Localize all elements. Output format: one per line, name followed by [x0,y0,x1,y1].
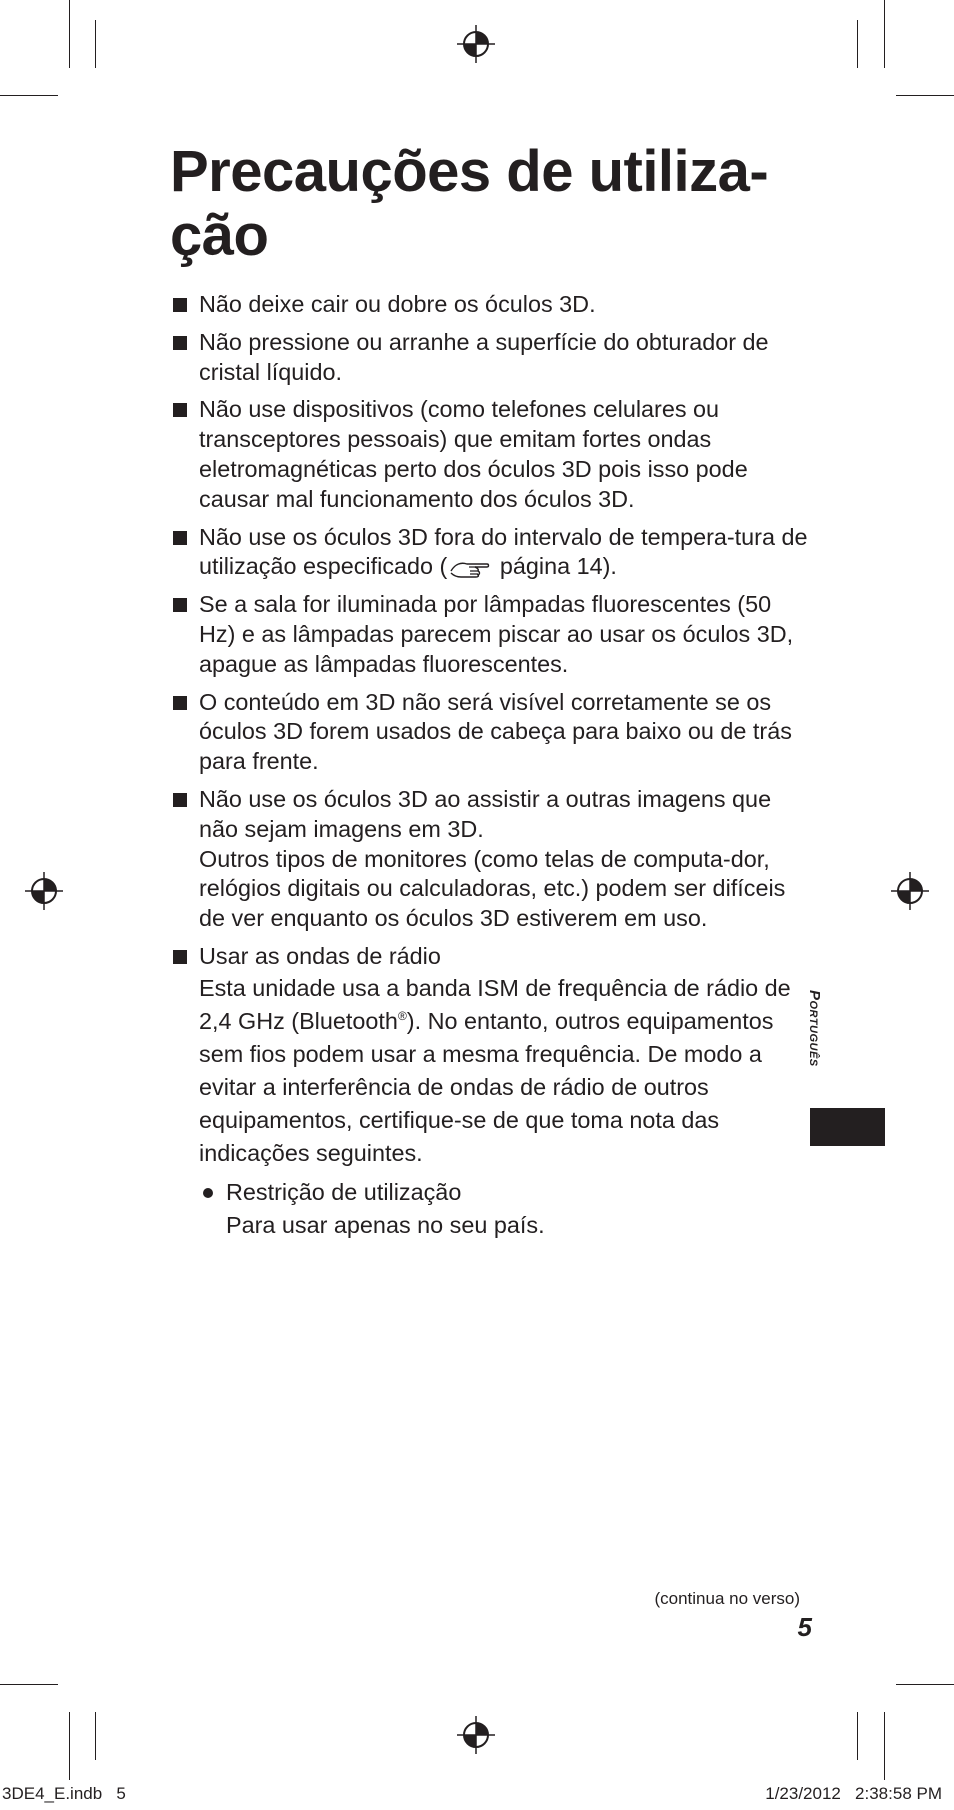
language-side-tab [810,1108,885,1146]
item-body [199,972,810,1170]
crop-mark [884,0,885,68]
list-item [170,785,810,934]
registration-mark-icon [456,1715,496,1755]
item-text: Esta unidade usa a banda ISM de frequência de rádio de 2,4 GHz (Bluetooth [199,974,791,1034]
list-item [170,523,810,583]
list-item [170,942,810,1242]
list-item [170,290,810,320]
item-text: Não pressione ou arranhe a superfície do obturador de cristal líquido. [199,328,769,385]
slug-timestamp: 1/23/2012 2:38:58 PM [765,1784,942,1803]
item-text: ). No entanto, outros equipamentos sem fios podem usar a mesma frequência. De modo a evitar a interferência de ondas de rádio de outros equipamentos, certifique-se de que toma nota das indicações seguintes. [199,1007,774,1166]
crop-mark [857,1712,858,1760]
item-text: página 14). [493,553,617,580]
continued-note: (continua no verso) [654,1589,800,1608]
item-text: Não use dispositivos (como telefones celulares ou transceptores pessoais) que emitam fortes ondas eletromagnéticas perto dos óculos 3D pois isso pode causar mal funcionamento dos óculos 3D. [199,396,748,512]
item-heading: Usar as ondas de rádio [199,942,441,969]
list-item [170,688,810,777]
sub-list-item [199,1176,810,1242]
page-title-text: Precauções de utiliza- ção [170,139,769,268]
subitem-text: Para usar apenas no seu país. [226,1211,545,1238]
crop-mark [95,1712,96,1760]
list-item [170,328,810,388]
item-text: O conteúdo em 3D não será visível corretamente se os óculos 3D forem usados de cabeça para baixo ou de trás para frente. [199,688,792,775]
crop-mark [857,20,858,68]
registered-mark: ® [397,1008,407,1023]
list-item [170,590,810,679]
crop-mark [95,20,96,68]
crop-mark [69,0,70,68]
crop-mark [896,1684,954,1685]
crop-mark [0,95,58,96]
registration-mark-icon [24,871,64,911]
subitem-title: Restrição de utilização [226,1178,462,1205]
registration-mark-icon [456,24,496,64]
item-text: Não use os óculos 3D ao assistir a outras imagens que não sejam imagens em 3D. [199,785,772,842]
pointing-hand-icon [449,558,491,578]
bullet-dot-icon [203,1188,213,1198]
crop-mark [0,1684,58,1685]
crop-mark [896,95,954,96]
crop-mark [69,1712,70,1780]
slug-filename: 3DE4_E.indb 5 [2,1784,126,1803]
item-text: Não deixe cair ou dobre os óculos 3D. [199,291,596,317]
page-number: 5 [797,1612,812,1642]
item-text: Se a sala for iluminada por lâmpadas fluorescentes (50 Hz) e as lâmpadas parecem piscar ao usar os óculos 3D, apague as lâmpadas fluorescentes. [199,591,794,677]
crop-mark [884,1712,885,1780]
item-text: Não use os óculos 3D fora do intervalo de tempera-tura de utilização especificado ( [199,523,808,580]
precautions-list [170,290,810,1250]
registration-mark-icon [890,871,930,911]
list-item [170,395,810,514]
language-side-label: Português [806,990,823,1067]
item-text: Outros tipos de monitores (como telas de computa-dor, relógios digitais ou calculadoras, etc.) podem ser difíceis de ver enquanto os óculos 3D estiverem em uso. [199,845,786,932]
page-title [170,140,810,268]
